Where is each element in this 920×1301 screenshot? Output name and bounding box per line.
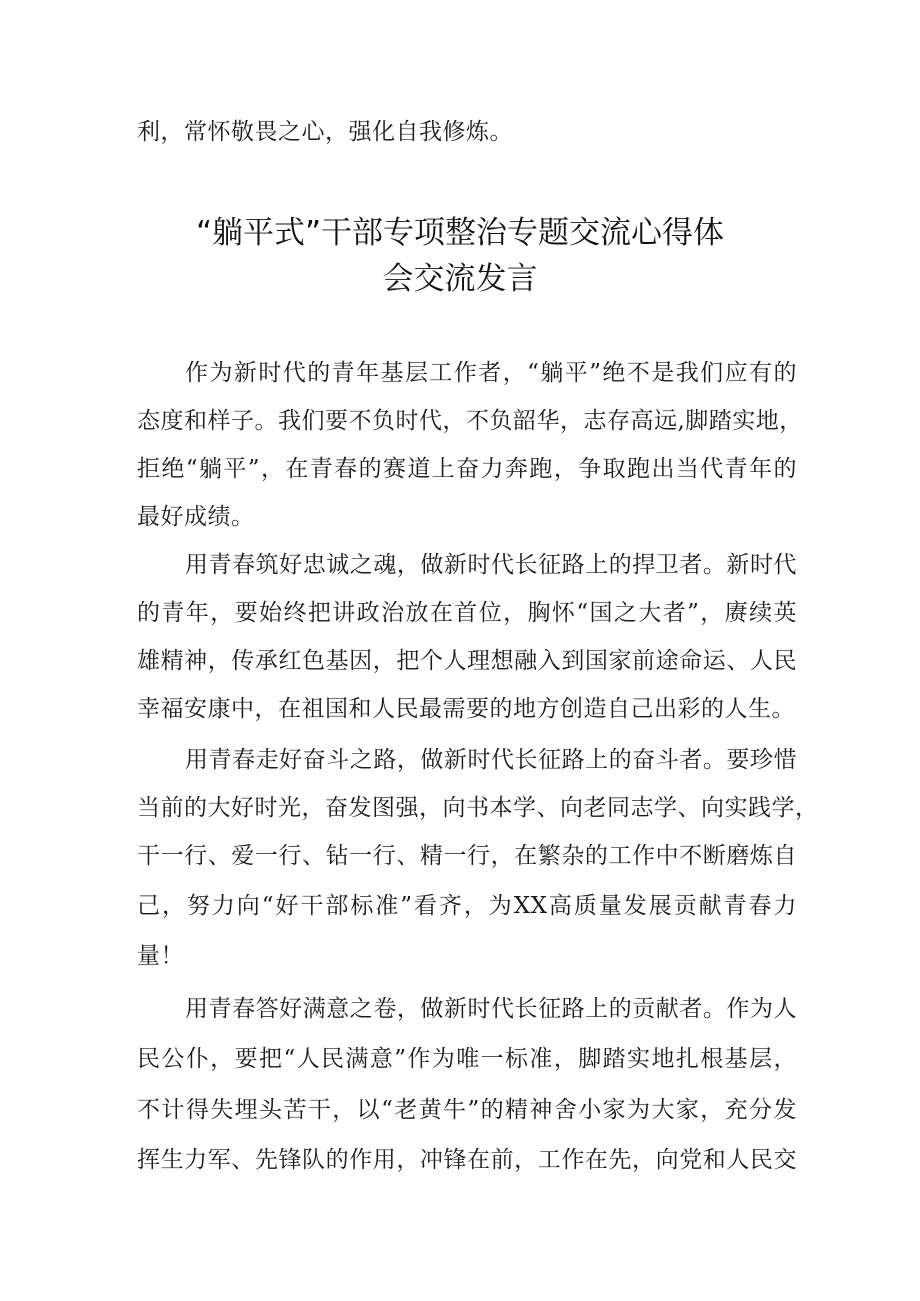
- text-line: 雄精神，传承红色基因，把个人理想融入到国家前途命运、人民: [137, 648, 797, 674]
- text-line: 量！: [137, 943, 184, 969]
- text-line: 挥生力军、先锋队的作用，冲锋在前，工作在先，向党和人民交: [137, 1147, 797, 1173]
- text-line: 幸福安康中，在祖国和人民最需要的地方创造自己出彩的人生。: [137, 696, 795, 722]
- document-title-line-2: 会交流发言: [382, 261, 538, 297]
- text-line: 态度和样子。我们要不负时代，不负韶华，志存高远,脚踏实地，: [137, 408, 803, 434]
- text-line: 用青春答好满意之卷，做新时代长征路上的贡献者。作为人: [185, 996, 797, 1022]
- text-line: 作为新时代的青年基层工作者，“躺平”绝不是我们应有的: [185, 360, 797, 386]
- text-line: 最好成绩。: [137, 504, 255, 530]
- text-line: 干一行、爱一行、钻一行、精一行，在繁杂的工作中不断磨炼自: [137, 843, 797, 869]
- text-line: 利，常怀敬畏之心，强化自我修炼。: [137, 119, 513, 145]
- text-line: 己，努力向“好干部标准”看齐，为XX高质量发展贡献青春力: [137, 893, 797, 919]
- text-line: 不计得失埋头苦干，以“老黄牛”的精神舍小家为大家，充分发: [137, 1097, 797, 1123]
- text-line: 当前的大好时光，奋发图强，向书本学、向老同志学、向实践学，: [137, 795, 819, 821]
- text-line: 民公仆，要把“人民满意”作为唯一标准，脚踏实地扎根基层，: [137, 1046, 797, 1072]
- document-title-line-1: “躺平式”干部专项整治专题交流心得体: [195, 215, 725, 251]
- text-line: 用青春走好奋斗之路，做新时代长征路上的奋斗者。要珍惜: [185, 747, 797, 773]
- text-line: 拒绝“躺平”，在青春的赛道上奋力奔跑，争取跑出当代青年的: [137, 456, 797, 482]
- text-line: 用青春筑好忠诚之魂，做新时代长征路上的捍卫者。新时代: [185, 552, 797, 578]
- text-line: 的青年，要始终把讲政治放在首位，胸怀“国之大者”，赓续英: [137, 600, 797, 626]
